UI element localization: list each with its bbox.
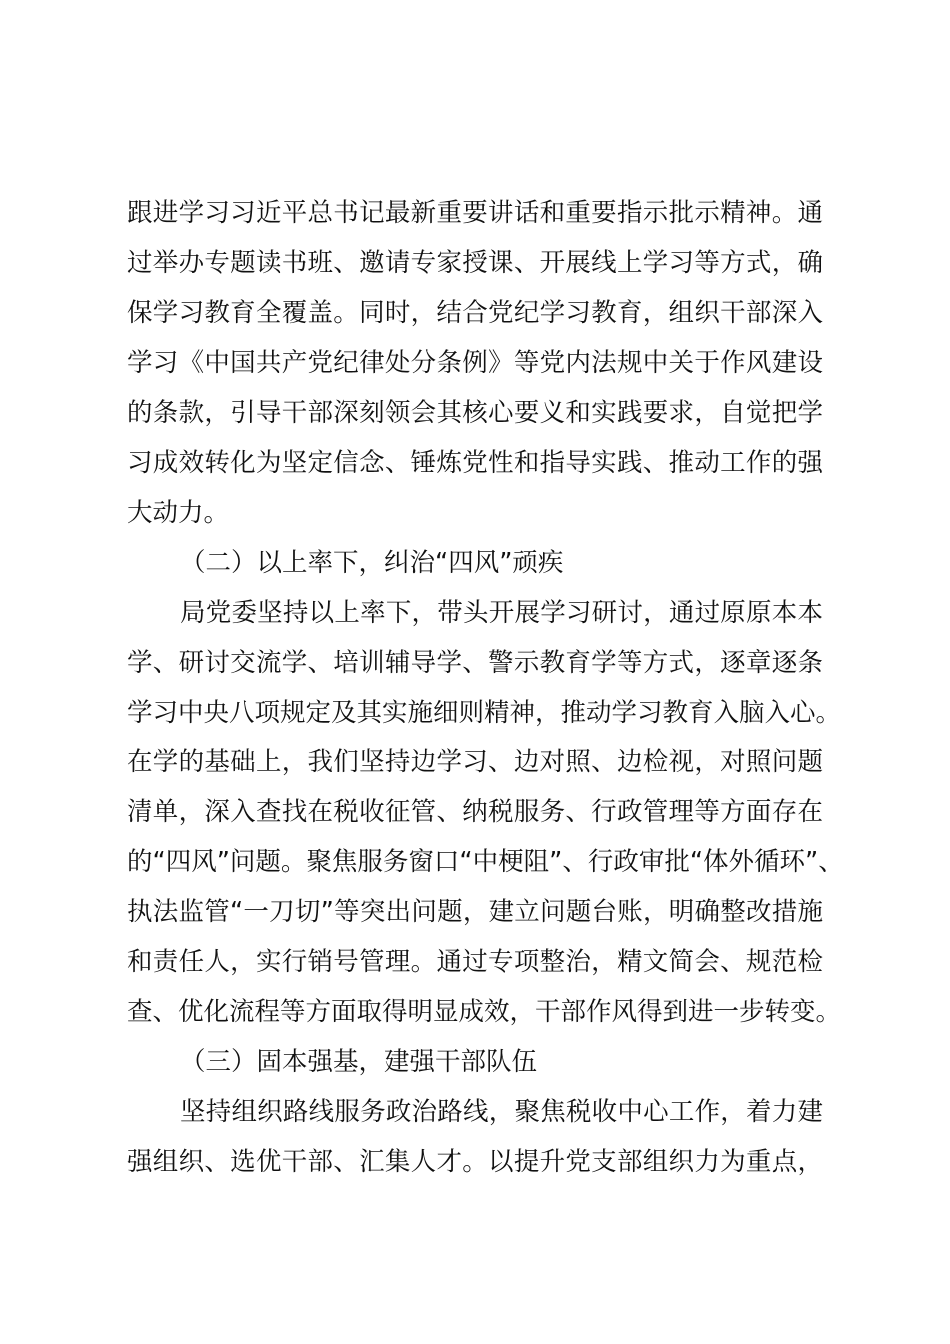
text-line: 在学的基础上，我们坚持边学习、边对照、边检视，对照问题 <box>127 747 823 778</box>
text-line: 执法监管“一刀切”等突出问题，建立问题台账，明确整改措施 <box>127 897 823 928</box>
text-line: 跟进学习习近平总书记最新重要讲话和重要指示批示精神。通 <box>127 198 823 228</box>
text-line: 坚持组织路线服务政治路线，聚焦税收中心工作，着力建 <box>180 1097 823 1128</box>
text-line: 学、研讨交流学、培训辅导学、警示教育学等方式，逐章逐条 <box>127 647 823 678</box>
text-line: 保学习教育全覆盖。同时，结合党纪学习教育，组织干部深入 <box>127 297 823 328</box>
text-line: 强组织、选优干部、汇集人才。以提升党支部组织力为重点， <box>127 1147 823 1178</box>
text-line: 清单，深入查找在税收征管、纳税服务、行政管理等方面存在 <box>127 797 823 828</box>
text-line: 的“四风”问题。聚焦服务窗口“中梗阻”、行政审批“体外循环”、 <box>127 847 844 878</box>
text-line: 大动力。 <box>127 497 230 528</box>
text-line: 局党委坚持以上率下，带头开展学习研讨，通过原原本本 <box>180 597 823 628</box>
text-line: 查、优化流程等方面取得明显成效，干部作风得到进一步转变。 <box>127 997 842 1028</box>
text-line: 的条款，引导干部深刻领会其核心要义和实践要求，自觉把学 <box>127 397 823 428</box>
text-line: 学习《中国共产党纪律处分条例》等党内法规中关于作风建设 <box>127 347 823 378</box>
text-line: 过举办专题读书班、邀请专家授课、开展线上学习等方式，确 <box>127 247 823 278</box>
section-heading: （三）固本强基，建强干部队伍 <box>180 1047 538 1078</box>
text-line: 学习中央八项规定及其实施细则精神，推动学习教育入脑入心。 <box>127 697 842 728</box>
text-line: 习成效转化为坚定信念、锤炼党性和指导实践、推动工作的强 <box>127 447 823 478</box>
section-heading: （二）以上率下，纠治“四风”顽疾 <box>180 547 564 578</box>
text-line: 和责任人，实行销号管理。通过专项整治，精文简会、规范检 <box>127 947 823 978</box>
